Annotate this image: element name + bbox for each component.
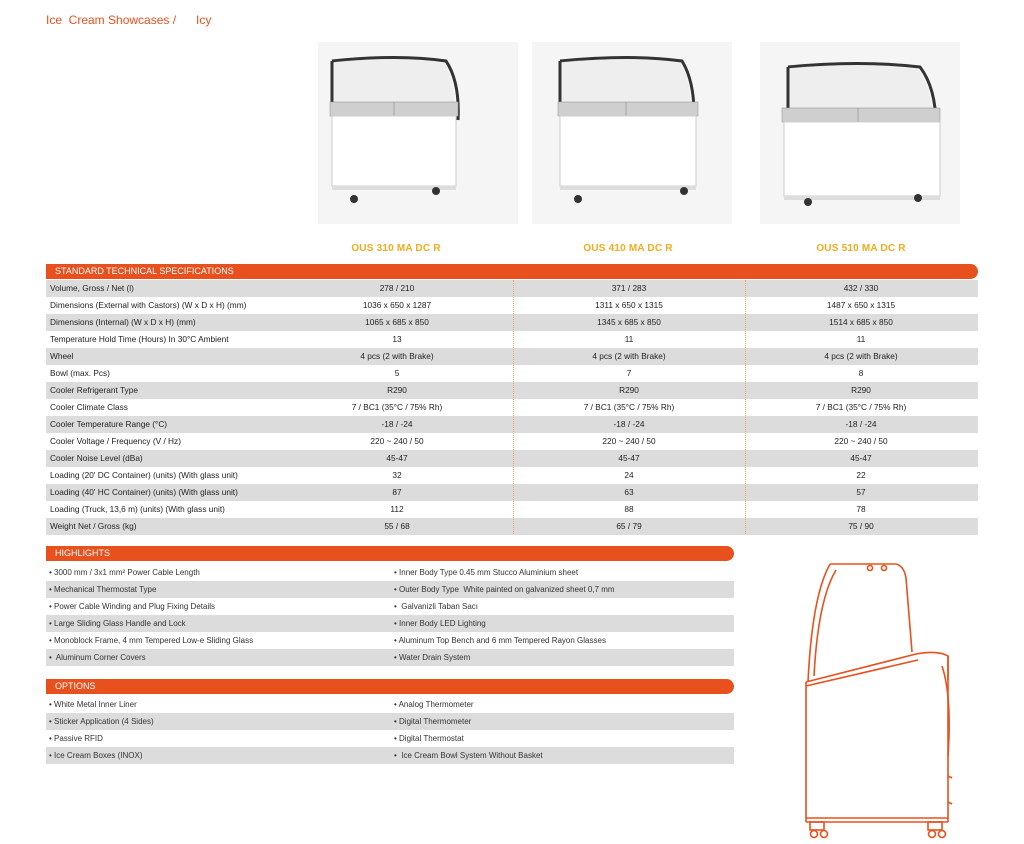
options-row — [46, 730, 734, 747]
spec-row — [46, 348, 978, 365]
highlights-item: • Inner Body Type 0.45 mm Stucco Aluminium sheet — [394, 568, 579, 577]
spec-value: 4 pcs (2 with Brake) — [592, 351, 666, 361]
spec-value: 45-47 — [850, 453, 872, 463]
spec-value: 7 — [626, 368, 632, 378]
spec-label: Wheel — [50, 351, 74, 361]
spec-value: 11 — [624, 334, 634, 344]
options-item: • Digital Thermostat — [394, 734, 464, 743]
spec-row — [46, 416, 978, 433]
options-row — [46, 713, 734, 730]
highlights-row — [46, 598, 734, 615]
spec-row — [46, 297, 978, 314]
spec-value: 7 / BC1 (35°C / 75% Rh) — [351, 402, 443, 412]
spec-value: 32 — [392, 470, 402, 480]
highlights-header: HIGHLIGHTS — [46, 546, 734, 561]
options-item: • Ice Cream Bowl System Without Basket — [394, 751, 543, 760]
highlights-item: • Galvanizli Taban Sacı — [394, 602, 479, 611]
spec-value: 1065 x 685 x 850 — [365, 317, 429, 327]
spec-value: 7 / BC1 (35°C / 75% Rh) — [815, 402, 907, 412]
highlights-row — [46, 615, 734, 632]
spec-value: R290 — [851, 385, 871, 395]
highlights-item: • Water Drain System — [394, 653, 471, 662]
spec-row — [46, 365, 978, 382]
highlights-row — [46, 649, 734, 666]
spec-label: Cooler Temperature Range (°C) — [50, 419, 168, 429]
spec-label: Volume, Gross / Net (l) — [50, 283, 134, 293]
spec-value: 65 / 79 — [616, 521, 642, 531]
options-item: • Analog Thermometer — [394, 700, 474, 709]
spec-value: 4 pcs (2 with Brake) — [824, 351, 898, 361]
highlights-item: • Power Cable Winding and Plug Fixing Details — [49, 602, 215, 611]
spec-value: 220 ~ 240 / 50 — [602, 436, 656, 446]
spec-value: 11 — [856, 334, 866, 344]
spec-value: 55 / 68 — [384, 521, 410, 531]
options-item: • White Metal Inner Liner — [49, 700, 137, 709]
spec-value: 87 — [392, 487, 402, 497]
highlights-item: • Mechanical Thermostat Type — [49, 585, 157, 594]
spec-value: 78 — [856, 504, 866, 514]
spec-label: Cooler Noise Level (dBa) — [50, 453, 143, 463]
spec-value: -18 / -24 — [845, 419, 877, 429]
spec-label: Temperature Hold Time (Hours) In 30°C Ambient — [50, 334, 229, 344]
spec-label: Cooler Climate Class — [50, 402, 128, 412]
spec-value: 57 — [856, 487, 866, 497]
highlights-row — [46, 581, 734, 598]
spec-value: 5 — [394, 368, 400, 378]
spec-value: 63 — [624, 487, 634, 497]
spec-value: 220 ~ 240 / 50 — [370, 436, 424, 446]
options-item: • Digital Thermometer — [394, 717, 472, 726]
specs-header: STANDARD TECHNICAL SPECIFICATIONS — [46, 264, 978, 279]
spec-row — [46, 280, 978, 297]
spec-row — [46, 399, 978, 416]
spec-value: 45-47 — [386, 453, 408, 463]
spec-row — [46, 501, 978, 518]
spec-value: 45-47 — [618, 453, 640, 463]
product-image-1 — [318, 42, 518, 224]
spec-value: -18 / -24 — [613, 419, 645, 429]
highlights-row — [46, 564, 734, 581]
spec-value: 88 — [624, 504, 634, 514]
spec-label: Loading (40' HC Container) (units) (With glass unit) — [50, 487, 238, 497]
spec-value: 8 — [858, 368, 864, 378]
spec-value: 371 / 283 — [611, 283, 647, 293]
spec-value: 1036 x 650 x 1287 — [362, 300, 432, 310]
spec-value: 112 — [390, 504, 404, 514]
spec-label: Weight Net / Gross (kg) — [50, 521, 137, 531]
spec-value: 4 pcs (2 with Brake) — [360, 351, 434, 361]
highlights-row — [46, 632, 734, 649]
spec-value: 1514 x 685 x 850 — [829, 317, 893, 327]
breadcrumb[interactable]: Ice Cream Showcases / Icy — [46, 13, 212, 27]
product-image-2 — [532, 42, 732, 224]
spec-value: 24 — [624, 470, 634, 480]
options-row — [46, 747, 734, 764]
column-divider — [745, 280, 746, 534]
product-image-3 — [760, 42, 960, 224]
options-item: • Ice Cream Boxes (INOX) — [49, 751, 143, 760]
product-model-1: OUS 310 MA DC R — [351, 243, 441, 254]
spec-value: 7 / BC1 (35°C / 75% Rh) — [583, 402, 675, 412]
spec-value: 432 / 330 — [843, 283, 879, 293]
highlights-item: • Aluminum Top Bench and 6 mm Tempered Rayon Glasses — [394, 636, 606, 645]
spec-row — [46, 518, 978, 535]
spec-label: Bowl (max. Pcs) — [50, 368, 110, 378]
highlights-item: • Inner Body LED Lighting — [394, 619, 486, 628]
spec-value: 13 — [392, 334, 402, 344]
highlights-item: • Aluminum Corner Covers — [49, 653, 146, 662]
highlights-item: • Monoblock Frame, 4 mm Tempered Low-e Sliding Glass — [49, 636, 254, 645]
spec-value: -18 / -24 — [381, 419, 413, 429]
spec-row — [46, 450, 978, 467]
showcase-side-drawing-icon — [800, 556, 960, 840]
product-model-2: OUS 410 MA DC R — [583, 243, 673, 254]
spec-value: 1311 x 650 x 1315 — [595, 300, 663, 310]
spec-label: Cooler Voltage / Frequency (V / Hz) — [50, 436, 181, 446]
spec-label: Cooler Refrigerant Type — [50, 385, 138, 395]
highlights-item: • Large Sliding Glass Handle and Lock — [49, 619, 186, 628]
spec-label: Dimensions (Internal) (W x D x H) (mm) — [50, 317, 196, 327]
spec-row — [46, 484, 978, 501]
spec-value: 220 ~ 240 / 50 — [834, 436, 888, 446]
highlights-item: • Outer Body Type White painted on galvanized sheet 0,7 mm — [394, 585, 615, 594]
spec-value: R290 — [619, 385, 639, 395]
highlights-item: • 3000 mm / 3x1 mm² Power Cable Length — [49, 568, 200, 577]
spec-row — [46, 433, 978, 450]
options-header: OPTIONS — [46, 679, 734, 694]
spec-label: Dimensions (External with Castors) (W x D x H) (mm) — [50, 300, 247, 310]
spec-value: 22 — [856, 470, 866, 480]
spec-value: 75 / 90 — [848, 521, 874, 531]
options-item: • Sticker Application (4 Sides) — [49, 717, 154, 726]
spec-value: 278 / 210 — [379, 283, 415, 293]
spec-value: 1487 x 650 x 1315 — [826, 300, 896, 310]
spec-row — [46, 382, 978, 399]
spec-value: R290 — [387, 385, 407, 395]
product-model-3: OUS 510 MA DC R — [816, 243, 906, 254]
spec-row — [46, 467, 978, 484]
spec-value: 1345 x 685 x 850 — [597, 317, 661, 327]
spec-row — [46, 331, 978, 348]
spec-row — [46, 314, 978, 331]
options-row — [46, 696, 734, 713]
options-item: • Passive RFID — [49, 734, 103, 743]
spec-label: Loading (20' DC Container) (units) (With glass unit) — [50, 470, 238, 480]
spec-label: Loading (Truck, 13,6 m) (units) (With glass unit) — [50, 504, 225, 514]
column-divider — [513, 280, 514, 534]
